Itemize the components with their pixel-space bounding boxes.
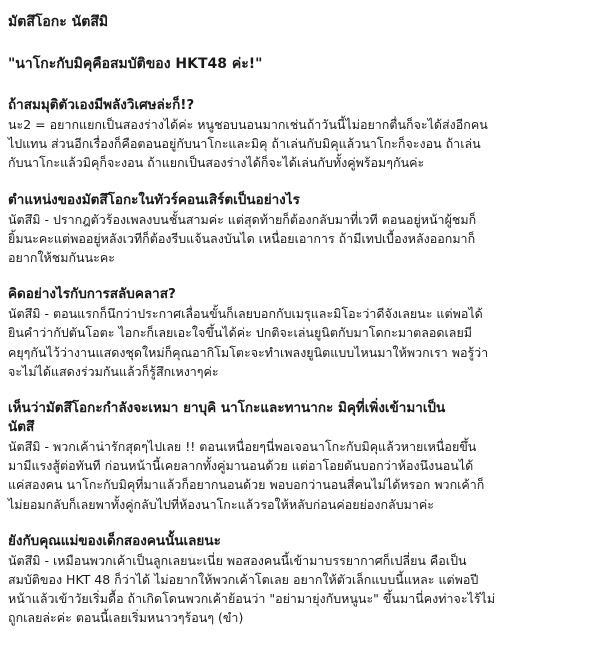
- qa-section-2: [8, 191, 593, 268]
- article-quote: "นาโกะกับมิคุคือสมบัติของ HKT48 ค่ะ!": [8, 56, 263, 72]
- answer-text: นัตสึมิ - เหมือนพวกเค้าเป็นลูกเลยนะเนี่ย พอสองคนนี้เข้ามาบรรยากาศก็เปลี่ยน คือเป็น สมบัติของ HKT 48 ก็ว่าได้ ไม่อยากให้พวกเค้าโตเลย อยากให้ตัวเล็กแบบนี้แหละ แต่พอปี หน้าแล้วเข้าวัยเริ่มดื้อ ถ้าเกิดโดนพวกเค้าย้อนว่า "อย่ามายุ่งกับหนูนะ" ขึ้นมานี่คงท่าจะไร้ไม่ ถูกเลยล่ะค่ะ ตอนนี้เลยเริ่มหนาวๆร้อนๆ (ขำ): [8, 552, 496, 626]
- answer-text: นัตสึมิ - ตอนแรกก็นึกว่าประกาศเลื่อนขั้นก็เลยบอกกับเมรุและมิโอะว่าดีจังเลยนะ แต่พอได้ ยินคำว่ากัปตันโอตะ ไอกะก็เลยเอะใจขึ้นได้ค่ะ ปกติจะเล่นยูนิตกับมาโดกะมาตลอดเลยมี คยุๆกันไว้ว่างานแสดงชุดใหม่ก็คุณอากิโมโตะจะทำเพลงยูนิตแบบไหนมาให้พวกเรา พอรู้ว่า จะไม่ได้แสดงร่วมกันแล้วก็รู้สึกเหงาๆค่ะ: [8, 306, 489, 379]
- qa-section-4: [8, 399, 593, 514]
- qa-section-1: [8, 96, 593, 173]
- answer-text: นะ2 = อยากแยกเป็นสองร่างได้ค่ะ หนูชอบนอนมากเช่นถ้าวันนี้ไม่อยากตื่นก็จะได้ส่งอีกคน ไปแทน ส่วนอีกเรื่องก็คือตอนอยู่กับนาโกะและมิคุ ถ้าเล่นกับมิคุแล้วนาโกะก็จะงอน ถ้าเล่น กับนาโกะแล้วมิคุก็จะงอน ถ้าแยกเป็นสองร่างได้ก็จะได้เล่นกับทั้งคู่พร้อมๆกันค่ะ: [8, 117, 488, 171]
- question-heading: เห็นว่ามัตสึโอกะกำลังจะเหมา ยาบุคิ นาโกะและทานากะ มิคุที่เพิ่งเข้ามาเป็น นัตสึ: [8, 400, 446, 436]
- question-heading: ตำแหน่งของมัตสึโอกะในทัวร์คอนเสิร์ตเป็นอย่างไร: [8, 191, 300, 208]
- qa-section-5: [8, 532, 593, 628]
- question-heading: ยังกับคุณแม่ของเด็กสองคนนั้นเลยนะ: [8, 532, 221, 549]
- answer-text: นัตสึมิ - ปรากฎตัวร้องเพลงบนชั้นสามค่ะ แต่สุดท้ายก็ต้องกลับมาที่เวที ตอนอยู่หน้าผู้ชมก็ ยิ้มนะคะแต่พออยู่หลังเวทีก็ต้องรีบแจ้นลงบันได เหนื่อยเอาการ ถ้ามีเทปเบื้องหลังออกมาก็ อยากให้ชมกันนะคะ: [8, 211, 477, 266]
- article-title: มัตสึโอกะ นัตสึมิ: [8, 14, 109, 30]
- qa-section-3: [8, 285, 593, 381]
- question-heading: ถ้าสมมุติตัวเองมีพลังวิเศษล่ะก็!?: [8, 97, 195, 113]
- answer-text: นัตสึมิ - พวกเค้าน่ารักสุดๆไปเลย !! ตอนเหนื่อยๆนี่พอเจอนาโกะกับมิคุแล้วหายเหนื่อยขึ้น มามีแรงสู้ต่อทันที ก่อนหน้านี้เคยลากทั้งคู่มานอนด้วย แต่อาโอยดันบอกว่าห้องนึงนอนได้ แค่สองคน นาโกะกับมิคุที่มาแล้วก็อยากนอนด้วย พอบอกว่านอนสี่คนไม่ได้หรอก พวกเค้าก็ ไม่ยอมกลับก็เลยพาทั้งคู่กลับไปที่ห้องนาโกะแล้วรอให้หลับก่อนค่อยย่องกลับมาค่ะ: [8, 439, 485, 512]
- question-heading: คิดอย่างไรกับการสลับคลาส?: [8, 286, 176, 303]
